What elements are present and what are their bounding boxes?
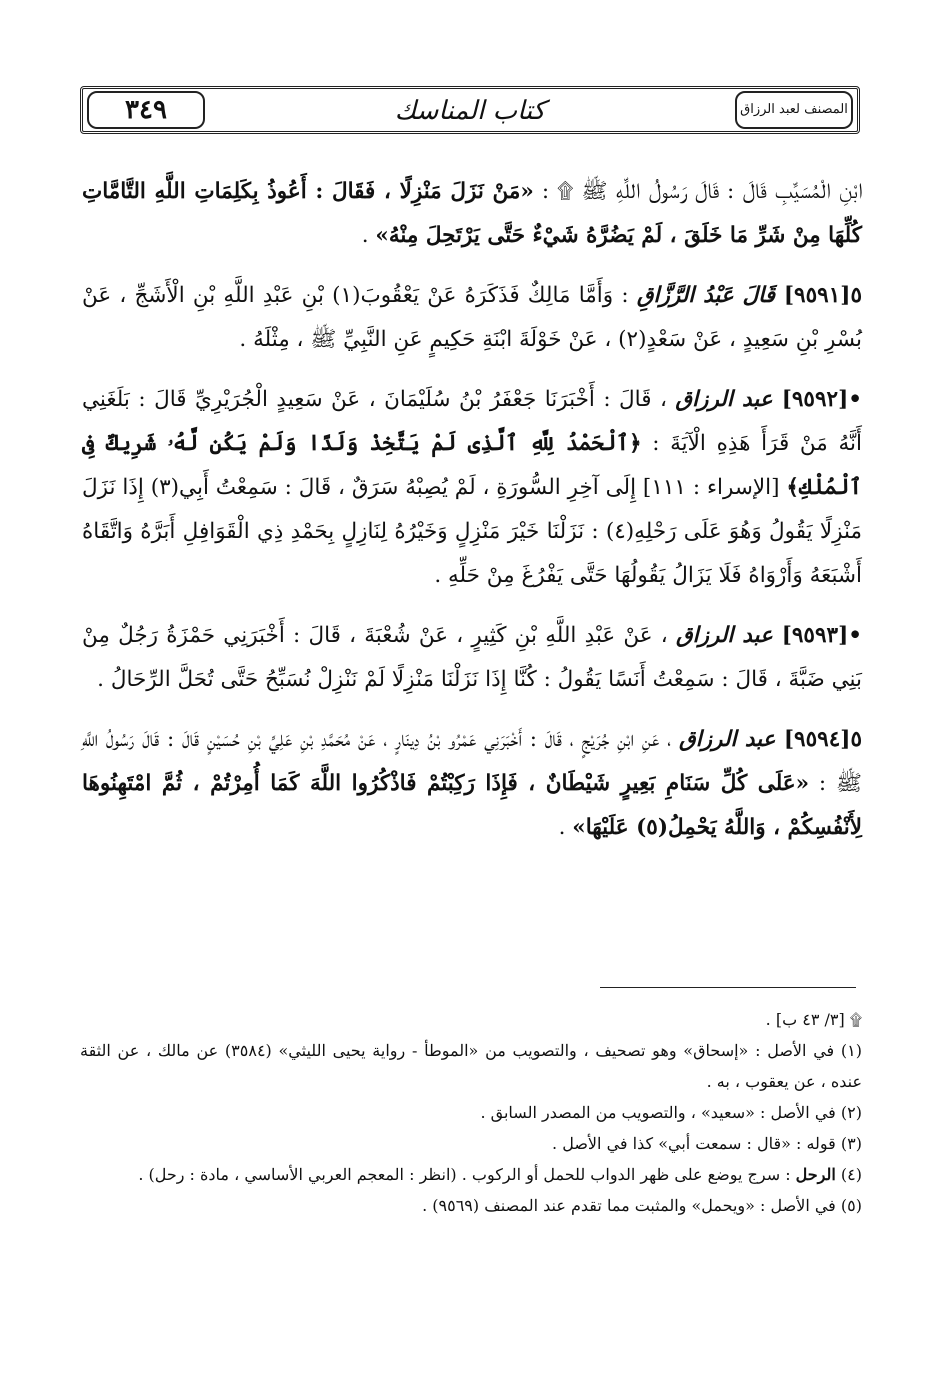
- hadith-number: ٥[٩٥٩١]: [775, 283, 862, 308]
- text-segment: .: [361, 223, 376, 248]
- narrator-name: قَالَ عَبْدُ الرَّزَّاقِ: [636, 283, 776, 308]
- hadith-paragraph: [82, 274, 862, 362]
- series-logo-box: [735, 91, 853, 129]
- text-segment: (١) في الأصل : «إسحاق» وهو تصحيف ، والتصويب من «الموطأ - رواية يحيى الليثي» (٣٥٨٤) عن مالك ، عن الثقة عنده ، عن يعقوب ، به .: [80, 1041, 863, 1091]
- text-segment: [الإسراء : ١١١] إِلَى آخِرِ السُّورَةِ ، لَمْ يُصِبْهُ سَرَقٌ ، قَالَ : سَمِعْتُ أَبِي(٣) إِذَا نَزَلَ مَنْزِلًا يَقُولُ وَهُوَ عَلَى رَحْلِهِ(٤) : نَزَلْنَا خَيْرَ مَنْزِلٍ وَخَيْرُهُ لِنَازِلٍ بِحَمْدِ ذِي الْقَوَافِلِ أَبَرَّهُ وَاتَّقَاهُ أَشْبَعَهُ وَأَرْوَاهُ فَلَا يَزَالُ يَقُولُهَا حَتَّى يَفْرُغَ مِنْ حَلِّهِ .: [82, 475, 863, 588]
- footnote-divider: [600, 987, 856, 988]
- hadith-number: •[٩٥٩٣]: [772, 623, 862, 648]
- text-segment: : سرج يوضع على ظهر الدواب للحمل أو الركوب . (انظر : المعجم العربي الأساسي ، مادة : رحل) .: [138, 1165, 796, 1184]
- quoted-text: «عَلَى كُلِّ سَنَامِ بَعِيرٍ شَيْطَانٌ ، فَإِذَا رَكِبْتُمْ فَاذْكُرُوا اللَّهَ كَمَا أُمِرْتُمْ ، ثُمَّ امْتَهِنُوهَا لِأَنْفُسِكُمْ ، وَاللَّهُ يَحْمِلُ(٥) عَلَيْهَا»: [82, 771, 862, 840]
- text-segment: (٢) في الأصل : «سعيد» ، والتصويب من المصدر السابق .: [480, 1103, 862, 1122]
- narrator-name: عبد الرزاق: [675, 623, 773, 648]
- page-header: [80, 86, 860, 134]
- footnote: [80, 1097, 862, 1128]
- footnotes: [80, 1004, 862, 1221]
- text-segment: (٤): [835, 1165, 862, 1184]
- book-title: كتاب المناسك: [394, 96, 546, 126]
- text-segment: ، قَالَ : أَخْبَرَنَا جَعْفَرُ بْنُ سُلَيْمَانَ ، عَنْ سَعِيدٍ الْجُرَيْرِيِّ قَالَ : بَلَغَنِي أَنَّهُ مَنْ قَرَأَ هَذِهِ الْآيَةَ :: [82, 387, 862, 456]
- quoted-text: ﴿ٱلْحَمْدُ لِلَّهِ ٱلَّذِى لَمْ يَتَّخِذْ وَلَدًا وَلَمْ يَكُن لَّهُۥ شَرِيكٌ فِى ٱلْمُلْكِ﴾: [82, 431, 862, 500]
- series-logo: المصنف لعبد الرزاق: [740, 101, 848, 117]
- main-text: [82, 170, 862, 866]
- text-segment: ، عَنِ ابْنِ جُرَيْجٍ ، قَالَ : أَخْبَرَنِي عَمْرُو بْنُ دِينَارٍ ، عَنْ مُحَمَّدِ بْنِ عَلِيِّ بْنِ حُسَيْنٍ قَالَ : قَالَ رَسُولُ اللَّهِ ﷺ :: [82, 727, 862, 796]
- footnote: [80, 1159, 862, 1190]
- narrator-name: عبد الرزاق: [679, 727, 776, 752]
- hadith-paragraph: [82, 378, 862, 598]
- text-segment: .: [558, 815, 573, 840]
- hadith-paragraph: [82, 614, 862, 702]
- hadith-number: ٥[٩٥٩٤]: [775, 727, 862, 752]
- hadith-number: •[٩٥٩٢]: [772, 387, 862, 412]
- footnote: [80, 1004, 862, 1035]
- hadith-paragraph: [82, 718, 862, 850]
- footnote: [80, 1128, 862, 1159]
- footnote: [80, 1035, 862, 1097]
- page-number-box: [87, 91, 205, 129]
- defined-term: الرحل: [795, 1165, 836, 1184]
- text-segment: ابْنِ الْمُسَيَّبِ قَالَ : قَالَ رَسُولُ اللَّهِ ﷺ ۩ :: [533, 179, 863, 204]
- hadith-paragraph: [82, 170, 862, 258]
- text-segment: ۩ [٣/ ٤٣ ب] .: [765, 1010, 862, 1029]
- footnote: [80, 1190, 862, 1221]
- text-segment: (٥) في الأصل : «ويحمل» والمثبت مما تقدم عند المصنف (٩٥٦٩) .: [422, 1196, 862, 1215]
- text-segment: : وَأَمَّا مَالِكٌ فَذَكَرَهُ عَنْ يَعْقُوبَ(١) بْنِ عَبْدِ اللَّهِ بْنِ الْأَشَجِّ ، عَنْ بُسْرِ بْنِ سَعِيدٍ ، عَنْ سَعْدٍ(٢) ، عَنْ خَوْلَةَ ابْنَةِ حَكِيمٍ عَنِ النَّبِيِّ ﷺ ، مِثْلَهُ .: [82, 283, 862, 352]
- quoted-text: «مَنْ نَزَلَ مَنْزِلًا ، فَقَالَ : أَعُوذُ بِكَلِمَاتِ اللَّهِ التَّامَّاتِ كُلِّهَا مِنْ شَرِّ مَا خَلَقَ ، لَمْ يَضُرَّهُ شَيْءٌ حَتَّى يَرْتَحِلَ مِنْهُ»: [82, 179, 862, 248]
- narrator-name: عبد الرزاق: [675, 387, 773, 412]
- text-segment: ، عَنْ عَبْدِ اللَّهِ بْنِ كَثِيرٍ ، عَنْ شُعْبَةَ ، قَالَ : أَخْبَرَنِي حَمْزَةُ رَجُلٌ مِنْ بَنِي ضَبَّةَ ، قَالَ : سَمِعْتُ أَنَسًا يَقُولُ : كُنَّا إِذَا نَزَلْنَا مَنْزِلًا لَمْ نَنْزِلْ نُسَبِّحُ حَتَّى تُحَلَّ الرِّحَالُ .: [82, 623, 862, 692]
- page-number: ٣٤٩: [125, 95, 167, 125]
- text-segment: (٣) قوله : «قال : سمعت أبي» كذا في الأصل .: [552, 1134, 862, 1153]
